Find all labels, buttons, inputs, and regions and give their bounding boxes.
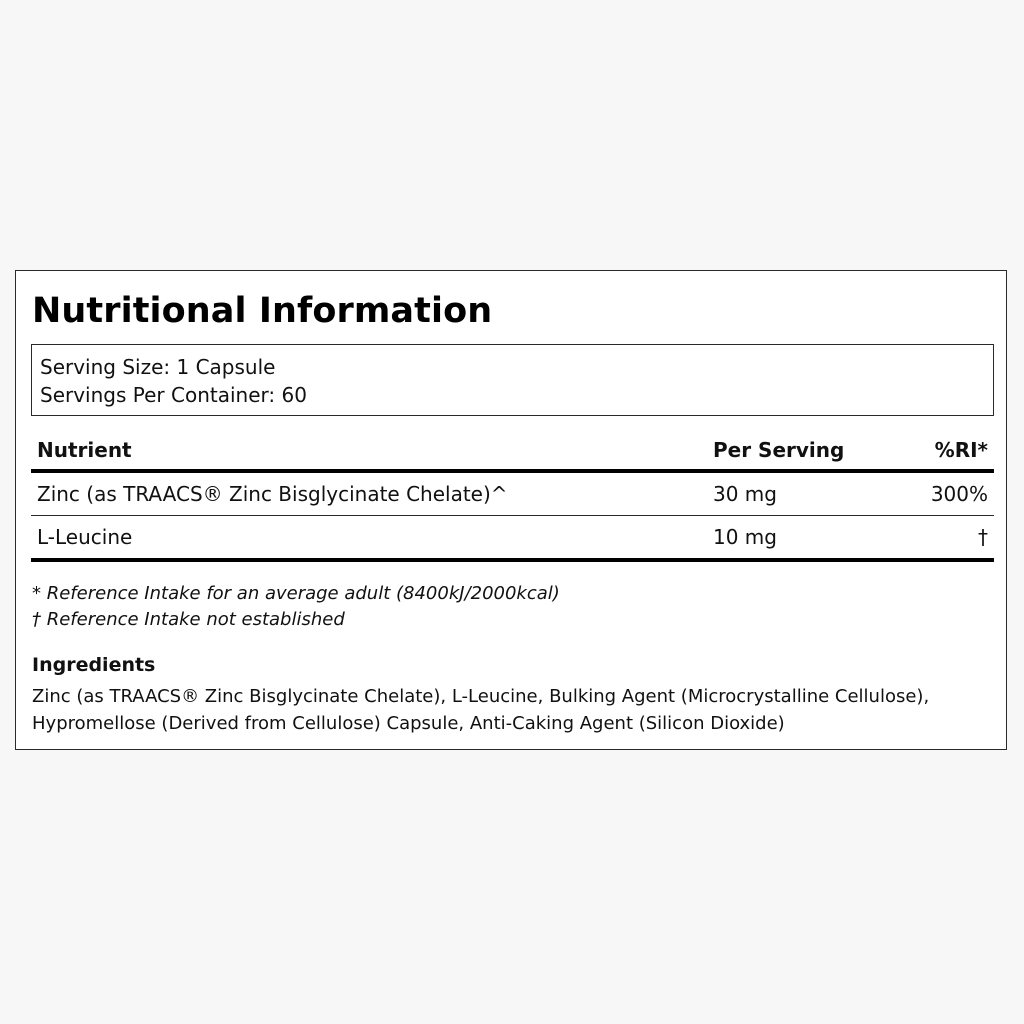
table-row <box>31 516 994 561</box>
nutrient-name: Zinc (as TRAACS® Zinc Bisglycinate Chelate)^ <box>37 482 508 506</box>
footnote-not-established: † Reference Intake not established <box>32 609 345 630</box>
ingredients-heading: Ingredients <box>32 654 156 676</box>
serving-info-box <box>31 344 994 416</box>
table-header-row <box>31 431 994 471</box>
nutrient-ri: 300% <box>930 482 988 506</box>
header-nutrient: Nutrient <box>31 431 707 471</box>
servings-per-container: Servings Per Container: 60 <box>40 383 307 407</box>
footnotes <box>32 581 560 633</box>
nutrient-ri: † <box>978 525 988 549</box>
footnote-reference-intake: * Reference Intake for an average adult (8400kJ/2000kcal) <box>32 583 560 604</box>
nutrition-label-panel <box>15 270 1007 750</box>
label-title: Nutritional Information <box>32 291 493 331</box>
nutrient-table <box>31 431 994 562</box>
nutrient-amount: 30 mg <box>713 482 777 506</box>
serving-size: Serving Size: 1 Capsule <box>40 355 276 379</box>
table-row <box>31 471 994 516</box>
nutrient-name: L-Leucine <box>37 525 133 549</box>
ingredients-text: Zinc (as TRAACS® Zinc Bisglycinate Chelate), L-Leucine, Bulking Agent (Microcrystalline Cellulose), Hypromellose (Derived from Cellulose) Capsule, Anti-Caking Agent (Silicon Dioxide) <box>32 686 930 734</box>
nutrient-amount: 10 mg <box>713 525 777 549</box>
header-ri: %RI* <box>899 431 994 471</box>
header-per-serving: Per Serving <box>707 431 899 471</box>
